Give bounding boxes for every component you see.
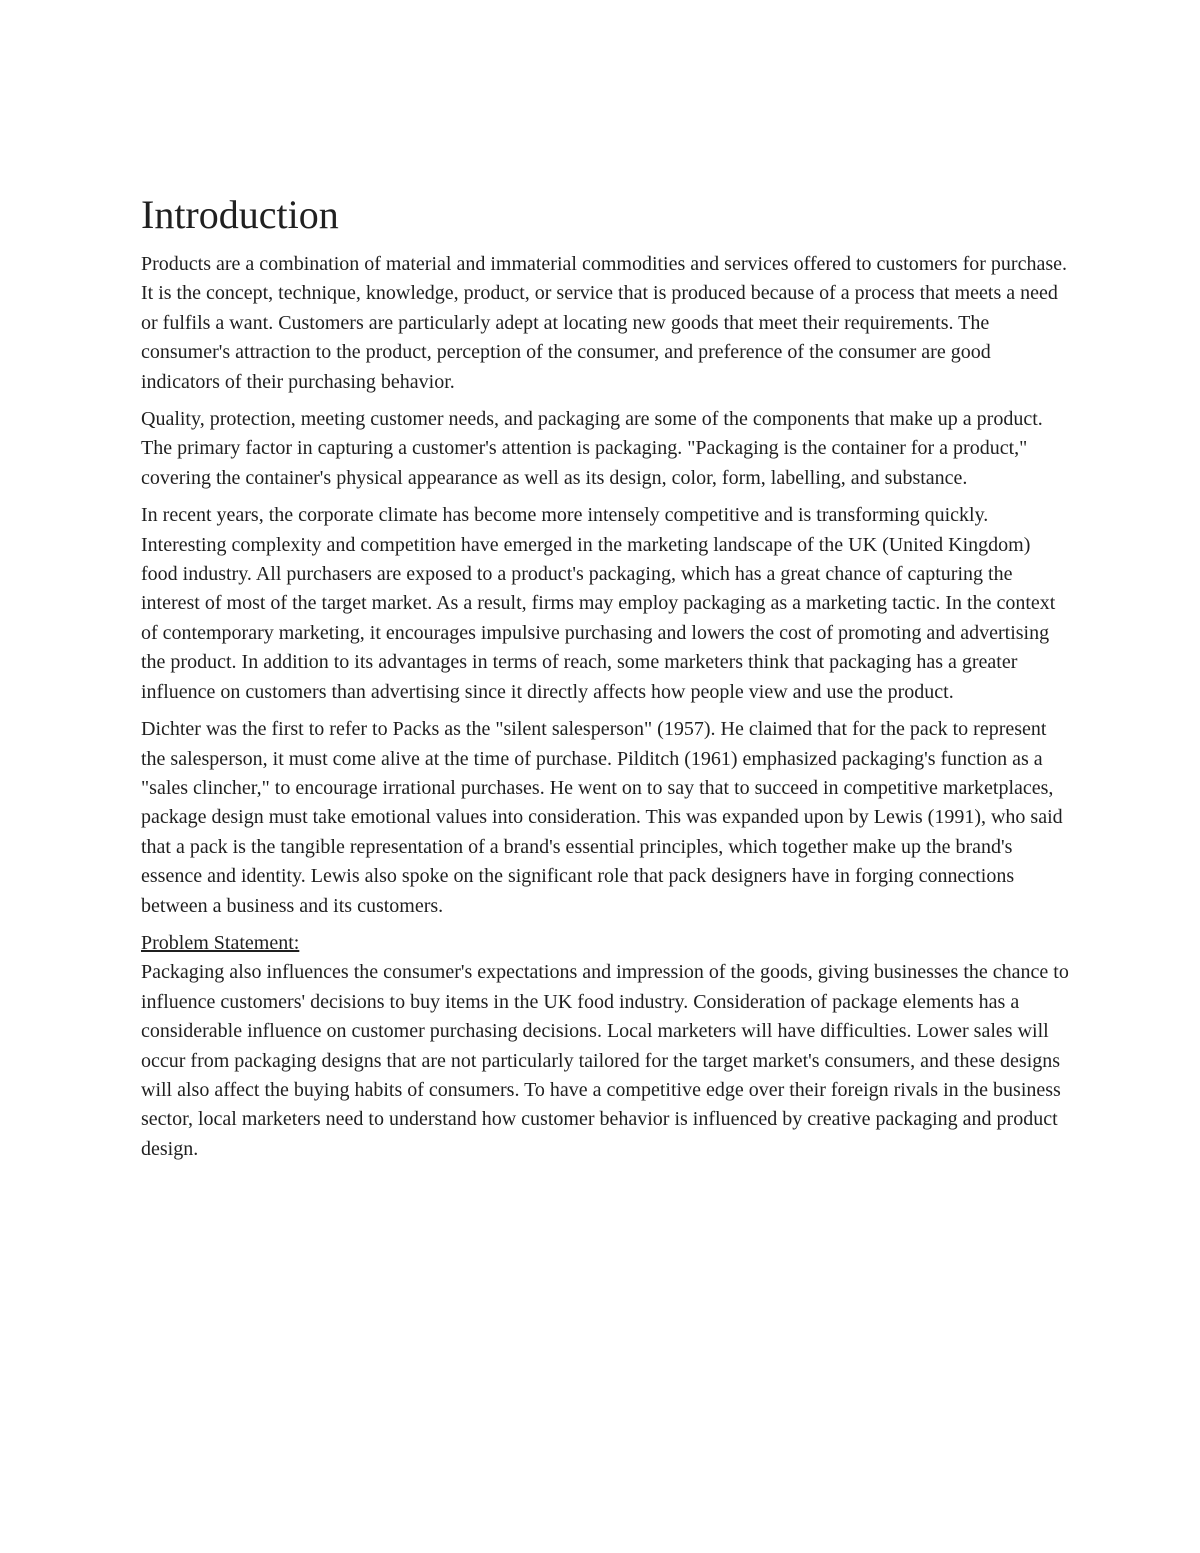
paragraph-dichter: Dichter was the first to refer to Packs as the "silent salesperson" (1957). He claimed that for the pack to represent the salesperson, it must come alive at the time of purchase. Pilditch (1961) emphasized packaging's function as a "sales clincher," to encourage irrational purchases. He went on to say that to succeed in competitive marketplaces, package design must take emotional values into consideration. This was expanded upon by Lewis (1991), who said that a pack is the tangible representation of a brand's essential principles, which together make up the brand's essence and identity. Lewis also spoke on the significant role that pack designers have in forging connections between a business and its customers. <box>141 718 1063 917</box>
problem-statement-heading: Problem Statement: <box>141 931 300 954</box>
problem-statement-text: Packaging also influences the consumer's expectations and impression of the goods, giving businesses the chance to influence customers' decisions to buy items in the UK food industry. Consideration of package elements has a considerable influence on customer purchasing decisions. Local marketers will have difficulties. Lower sales will occur from packaging designs that are not particularly tailored for the target market's consumers, and these designs will also affect the buying habits of consumers. To have a competitive edge over their foreign rivals in the business sector, local marketers need to understand how customer behavior is influenced by creative packaging and product design. <box>141 961 1069 1160</box>
problem-statement-section <box>141 929 1071 1164</box>
document-page <box>141 190 1071 1172</box>
paragraph-recent-years: In recent years, the corporate climate has become more intensely competitive and is transforming quickly. Interesting complexity and competition have emerged in the marketing landscape of the UK (United Kingdom) food industry. All purchasers are exposed to a product's packaging, which has a great chance of capturing the interest of most of the target market. As a result, firms may employ packaging as a marketing tactic. In the context of contemporary marketing, it encourages impulsive purchasing and lowers the cost of promoting and advertising the product. In addition to its advantages in terms of reach, some marketers think that packaging has a greater influence on customers than advertising since it directly affects how people view and use the product. <box>141 504 1056 703</box>
paragraph-quality: Quality, protection, meeting customer needs, and packaging are some of the components that make up a product. The primary factor in capturing a customer's attention is packaging. "Packaging is the container for a product," covering the container's physical appearance as well as its design, color, form, labelling, and substance. <box>141 408 1043 489</box>
page-title: Introduction <box>141 192 339 237</box>
paragraph-products: Products are a combination of material and immaterial commodities and services offered to customers for purchase. It is the concept, technique, knowledge, product, or service that is produced because of a process that meets a need or fulfils a want. Customers are particularly adept at locating new goods that meet their requirements. The consumer's attraction to the product, perception of the consumer, and preference of the consumer are good indicators of their purchasing behavior. <box>141 253 1067 393</box>
